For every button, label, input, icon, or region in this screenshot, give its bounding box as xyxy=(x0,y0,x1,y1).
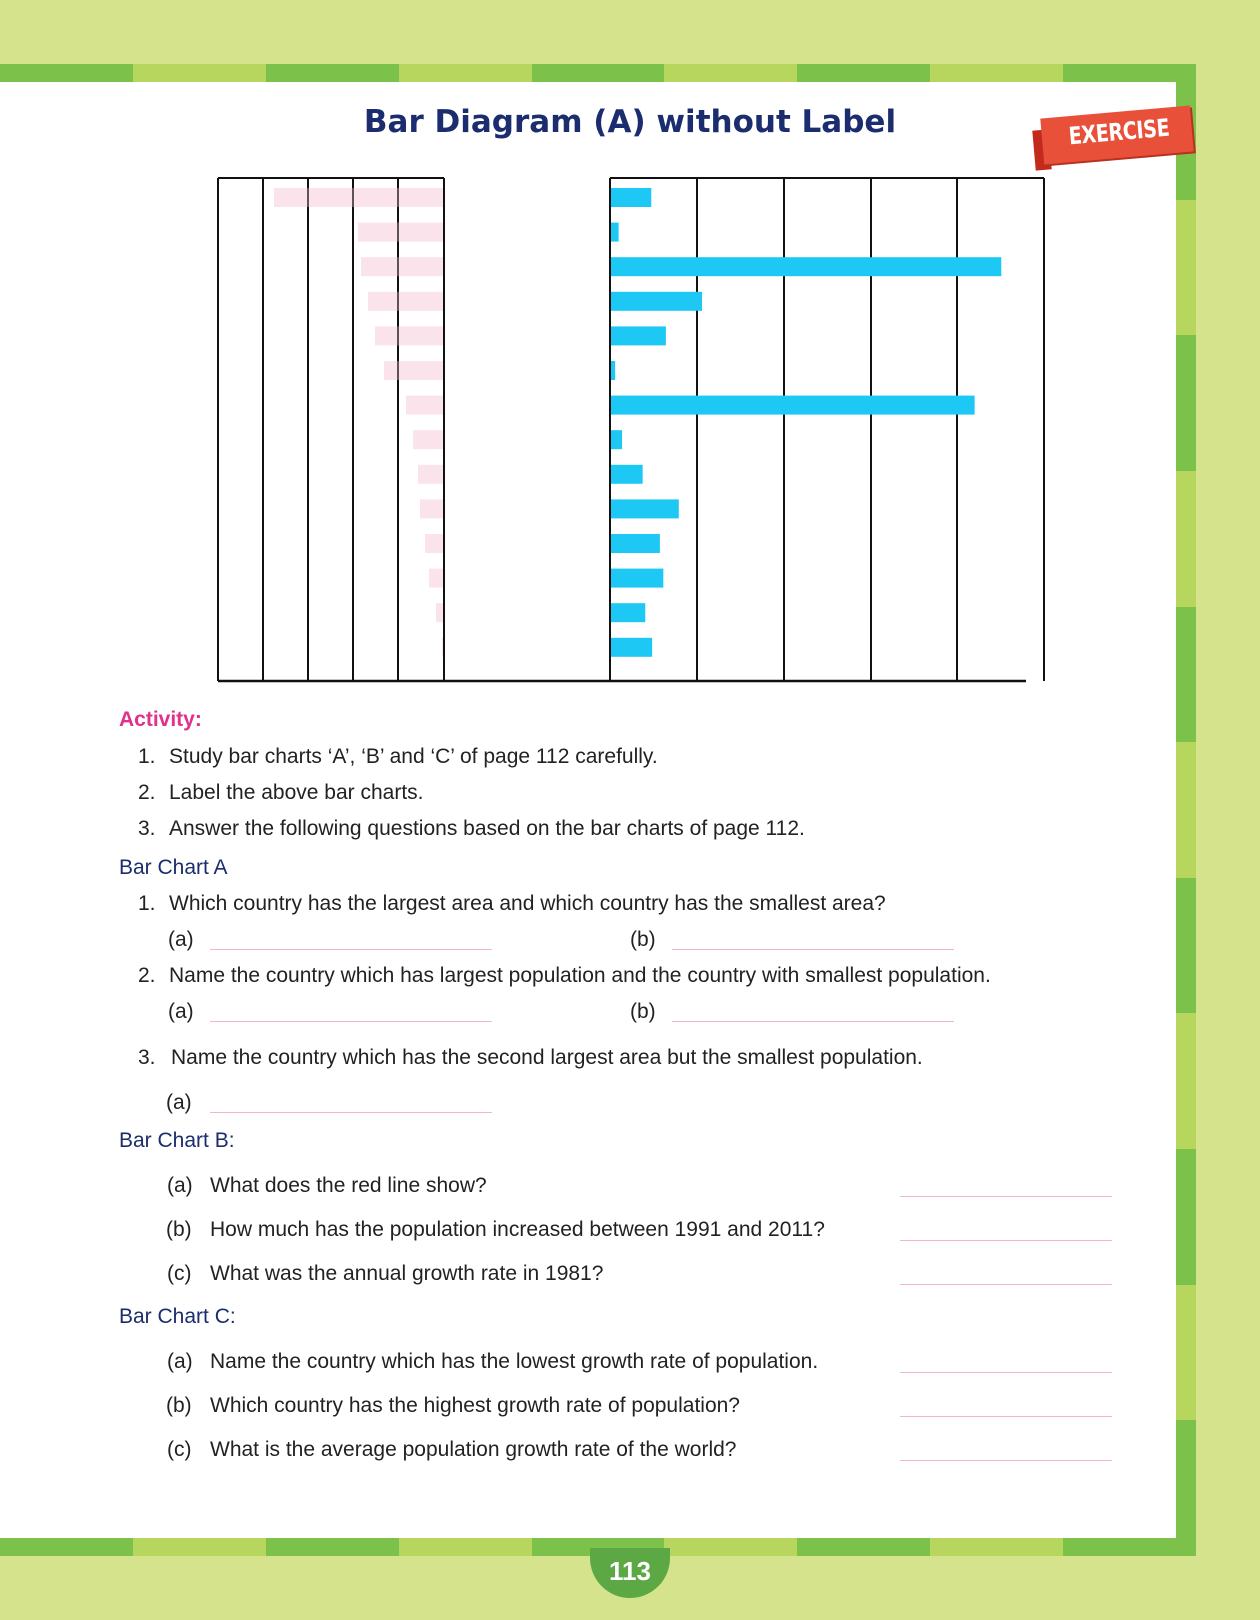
left-bar xyxy=(425,534,444,553)
chart-c-question-b: Which country has the highest growth rate of population? xyxy=(210,1394,740,1417)
stripe-segment xyxy=(1176,1285,1196,1421)
question-number: 1. xyxy=(138,892,156,915)
left-bar xyxy=(418,465,444,484)
page-number: 113 xyxy=(609,1556,651,1586)
stripe-segment xyxy=(1176,878,1196,1014)
answer-line-q2b[interactable] xyxy=(672,1021,954,1022)
chart-c-question-c: What is the average population growth rate of the world? xyxy=(210,1438,737,1461)
answer-line-q3a[interactable] xyxy=(210,1112,492,1113)
stripe-segment xyxy=(266,64,399,82)
left-bar xyxy=(361,257,444,276)
right-bar xyxy=(610,223,619,242)
option-label: (a) xyxy=(167,1174,193,1197)
exercise-label: EXERCISE xyxy=(1067,113,1171,151)
answer-line-c-b[interactable] xyxy=(900,1416,1112,1417)
right-bar xyxy=(610,499,679,518)
chart-b-question-c: What was the annual growth rate in 1981? xyxy=(210,1262,604,1285)
answer-line-c-a[interactable] xyxy=(900,1372,1112,1373)
bar-chart-c-heading: Bar Chart C: xyxy=(119,1305,236,1328)
option-label: (c) xyxy=(167,1262,192,1285)
left-bar xyxy=(406,396,444,415)
right-bar xyxy=(610,326,666,345)
activity-item-3: Answer the following questions based on the bar charts of page 112. xyxy=(169,817,805,840)
option-label: (b) xyxy=(166,1218,192,1241)
stripe-segment xyxy=(797,1538,930,1556)
chart-b-question-b: How much has the population increased between 1991 and 2011? xyxy=(210,1218,825,1241)
left-bar xyxy=(384,361,444,380)
answer-line-b-c[interactable] xyxy=(900,1284,1112,1285)
stripe-segment xyxy=(532,64,665,82)
answer-label-a: (a) xyxy=(166,1091,192,1114)
bar-diagram xyxy=(216,174,1046,684)
chart-a-question-2: Name the country which has largest population and the country with smallest population. xyxy=(169,964,991,987)
answer-line-q1b[interactable] xyxy=(672,949,954,950)
stripe-segment xyxy=(1176,607,1196,743)
chart-a-question-3: Name the country which has the second largest area but the smallest population. xyxy=(171,1046,923,1069)
right-bar xyxy=(610,257,1001,276)
answer-label-a: (a) xyxy=(168,1000,194,1023)
left-bar xyxy=(375,326,444,345)
activity-item-number: 3. xyxy=(138,817,156,840)
answer-line-b-a[interactable] xyxy=(900,1196,1112,1197)
answer-line-b-b[interactable] xyxy=(900,1240,1112,1241)
activity-item-2: Label the above bar charts. xyxy=(169,781,424,804)
stripe-segment xyxy=(1176,1420,1196,1556)
page-title: Bar Diagram (A) without Label xyxy=(363,104,897,140)
stripe-segment xyxy=(266,1538,399,1556)
bar-chart-b-heading: Bar Chart B: xyxy=(119,1129,235,1152)
activity-heading: Activity: xyxy=(119,708,202,731)
stripe-segment xyxy=(664,64,797,82)
left-bar xyxy=(413,430,444,449)
left-bar xyxy=(368,292,444,311)
stripe-segment xyxy=(1176,742,1196,878)
chart-a-question-1: Which country has the largest area and which country has the smallest area? xyxy=(169,892,886,915)
activity-item-number: 1. xyxy=(138,745,156,768)
stripe-segment xyxy=(1176,1013,1196,1149)
left-bar xyxy=(274,188,444,207)
right-bar xyxy=(610,188,651,207)
stripe-segment xyxy=(664,1538,797,1556)
exercise-badge xyxy=(1034,104,1200,166)
option-label: (b) xyxy=(166,1394,192,1417)
answer-label-b: (b) xyxy=(630,928,656,951)
stripe-segment xyxy=(0,1538,133,1556)
stripe-segment xyxy=(133,1538,266,1556)
option-label: (c) xyxy=(167,1438,192,1461)
chart-c-question-a: Name the country which has the lowest growth rate of population. xyxy=(210,1350,819,1373)
stripe-segment xyxy=(0,64,133,82)
answer-label-b: (b) xyxy=(630,1000,656,1023)
right-border-stripe xyxy=(1176,64,1196,1556)
right-bar xyxy=(610,603,645,622)
right-bar xyxy=(610,465,643,484)
stripe-segment xyxy=(1176,335,1196,471)
left-bar xyxy=(436,603,444,622)
right-bar xyxy=(610,430,622,449)
left-bar xyxy=(429,569,444,588)
answer-line-c-c[interactable] xyxy=(900,1460,1112,1461)
stripe-segment xyxy=(133,64,266,82)
bar-chart-a-heading: Bar Chart A xyxy=(119,856,228,879)
option-label: (a) xyxy=(167,1350,193,1373)
right-bar xyxy=(610,396,975,415)
stripe-segment xyxy=(399,1538,532,1556)
right-bar xyxy=(610,292,702,311)
stripe-segment xyxy=(930,64,1063,82)
answer-label-a: (a) xyxy=(168,928,194,951)
answer-line-q1a[interactable] xyxy=(210,949,492,950)
right-bar xyxy=(610,534,660,553)
stripe-segment xyxy=(797,64,930,82)
top-border-stripe xyxy=(0,64,1196,82)
right-bar xyxy=(610,569,663,588)
stripe-segment xyxy=(1176,1149,1196,1285)
left-bar xyxy=(358,223,444,242)
activity-item-1: Study bar charts ‘A’, ‘B’ and ‘C’ of page 112 carefully. xyxy=(169,745,658,768)
stripe-segment xyxy=(1176,200,1196,336)
question-number: 3. xyxy=(138,1046,156,1069)
stripe-segment xyxy=(1176,471,1196,607)
stripe-segment xyxy=(930,1538,1063,1556)
left-bar xyxy=(420,499,444,518)
question-number: 2. xyxy=(138,964,156,987)
right-bar xyxy=(610,638,652,657)
chart-b-question-a: What does the red line show? xyxy=(210,1174,487,1197)
activity-item-number: 2. xyxy=(138,781,156,804)
stripe-segment xyxy=(399,64,532,82)
answer-line-q2a[interactable] xyxy=(210,1021,492,1022)
